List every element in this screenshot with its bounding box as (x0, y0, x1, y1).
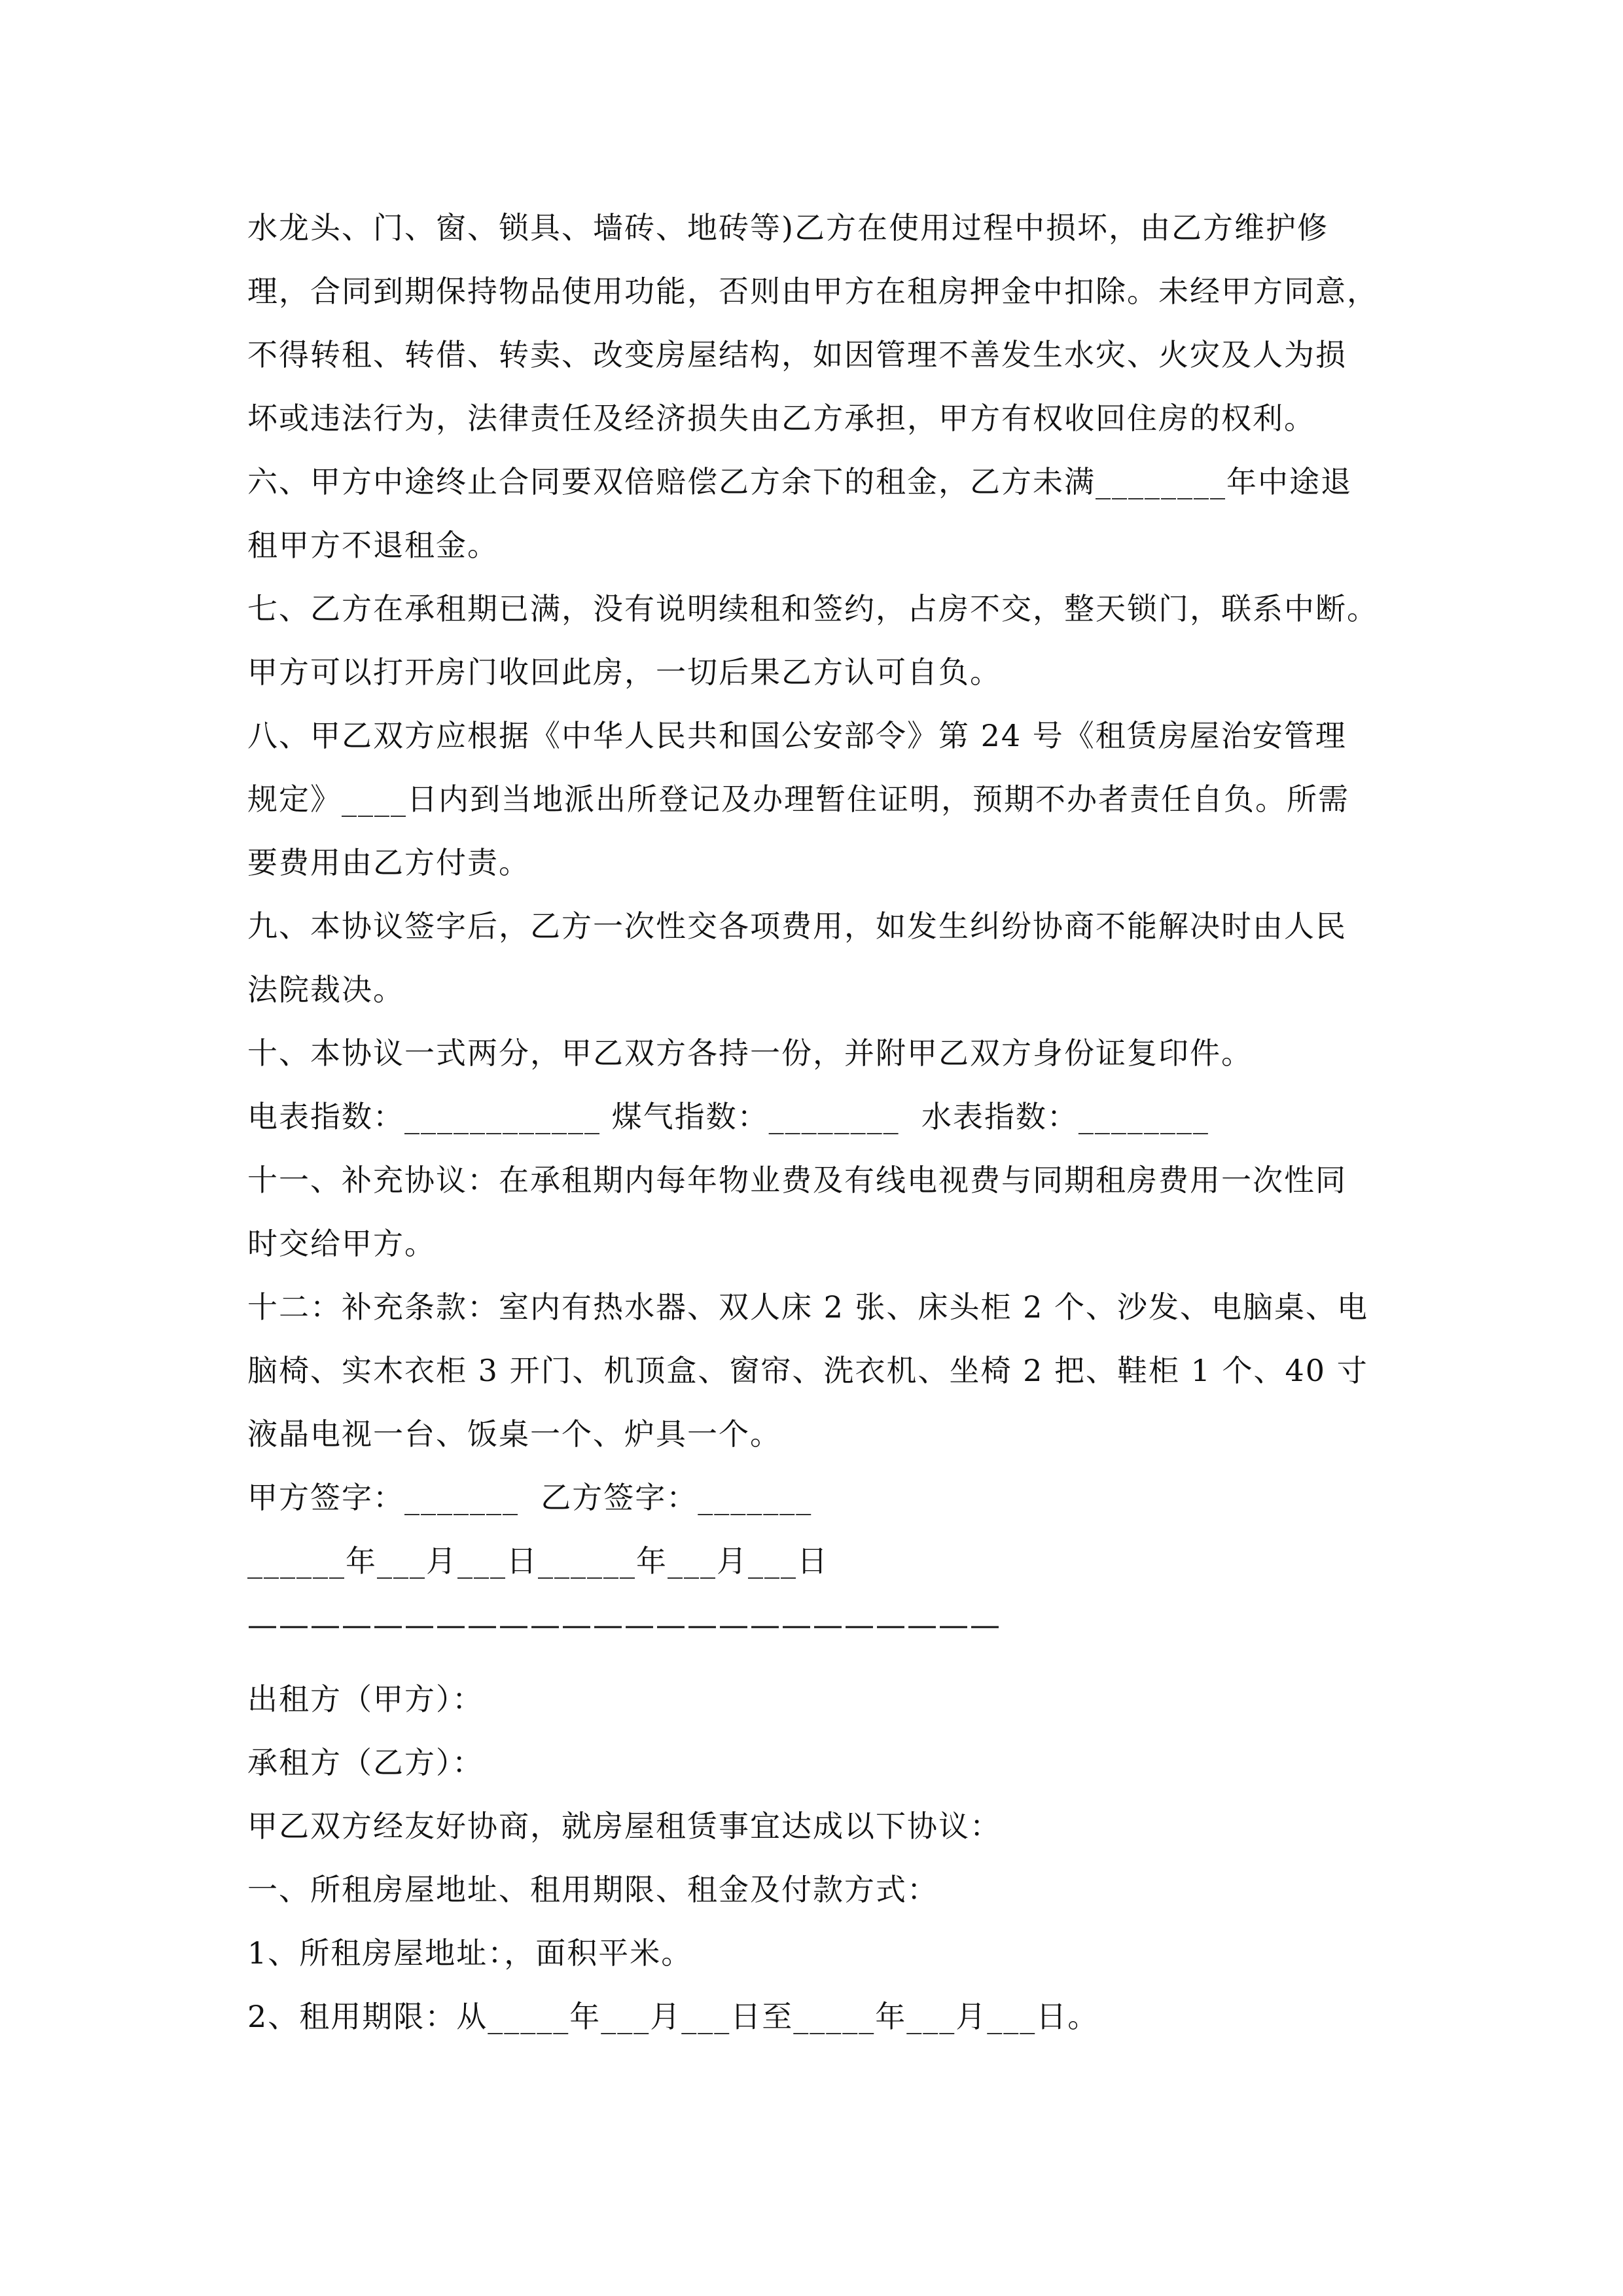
section-divider: ———————————————————————— (247, 1607, 1001, 1642)
text-line: 法院裁决。 (247, 972, 404, 1007)
date-line: ______年___月___日______年___月___日 (247, 1543, 829, 1579)
text-line: 坏或违法行为，法律责任及经济损失由乙方承担，甲方有权收回住房的权利。 (247, 401, 1315, 436)
text-line: 十二：补充条款：室内有热水器、双人床 2 张、床头柜 2 个、沙发、电脑桌、电 (247, 1289, 1369, 1325)
text-line: 理，合同到期保持物品使用功能，否则由甲方在租房押金中扣除。未经甲方同意， (247, 274, 1378, 309)
text-line: 不得转租、转借、转卖、改变房屋结构，如因管理不善发生水灾、火灾及人为损 (247, 337, 1347, 372)
text-line: 时交给甲方。 (247, 1226, 436, 1261)
text-line: 要费用由乙方付责。 (247, 845, 530, 880)
signature-line: 甲方签字：_______ 乙方签字：_______ (247, 1480, 813, 1515)
text-line: 八、甲乙双方应根据《中华人民共和国公安部令》第 24 号《租赁房屋治安管理 (247, 718, 1347, 753)
text-line: 甲方可以打开房门收回此房，一切后果乙方认可自负。 (247, 655, 1001, 690)
text-line: 十、本协议一式两分，甲乙双方各持一份，并附甲乙双方身份证复印件。 (247, 1035, 1253, 1071)
text-line: 出租方（甲方）： (247, 1681, 484, 1717)
text-line: 甲乙双方经友好协商，就房屋租赁事宜达成以下协议： (247, 1808, 1001, 1844)
text-line: 七、乙方在承租期已满，没有说明续租和签约，占房不交，整天锁门，联系中断。 (247, 591, 1378, 626)
text-line: 液晶电视一台、饭桌一个、炉具一个。 (247, 1416, 781, 1452)
text-line: 承租方（乙方）： (247, 1745, 484, 1780)
text-line: 一、所租房屋地址、租用期限、租金及付款方式： (247, 1872, 938, 1907)
text-line: 脑椅、实木衣柜 3 开门、机顶盒、窗帘、洗衣机、坐椅 2 把、鞋柜 1 个、40 寸 (247, 1353, 1368, 1388)
text-line: 水龙头、门、窗、锁具、墙砖、地砖等)乙方在使用过程中损坏，由乙方维护修 (247, 210, 1329, 245)
text-line: 规定》____日内到当地派出所登记及办理暂住证明，预期不办者责任自负。所需 (247, 781, 1349, 817)
meter-readings-line: 电表指数：____________ 煤气指数：________ 水表指数：________ (247, 1099, 1209, 1134)
text-line: 十一、补充协议：在承租期内每年物业费及有线电视费与同期租房费用一次性同 (247, 1162, 1347, 1198)
text-line: 租甲方不退租金。 (247, 528, 499, 563)
text-line: 1、所租房屋地址：，面积平米。 (247, 1935, 693, 1971)
text-line: 九、本协议签字后，乙方一次性交各项费用，如发生纠纷协商不能解决时由人民 (247, 908, 1347, 944)
text-line: 2、租用期限：从_____年___月___日至_____年___月___日。 (247, 1999, 1099, 2034)
text-line: 六、甲方中途终止合同要双倍赔偿乙方余下的租金，乙方未满________年中途退 (247, 464, 1352, 499)
